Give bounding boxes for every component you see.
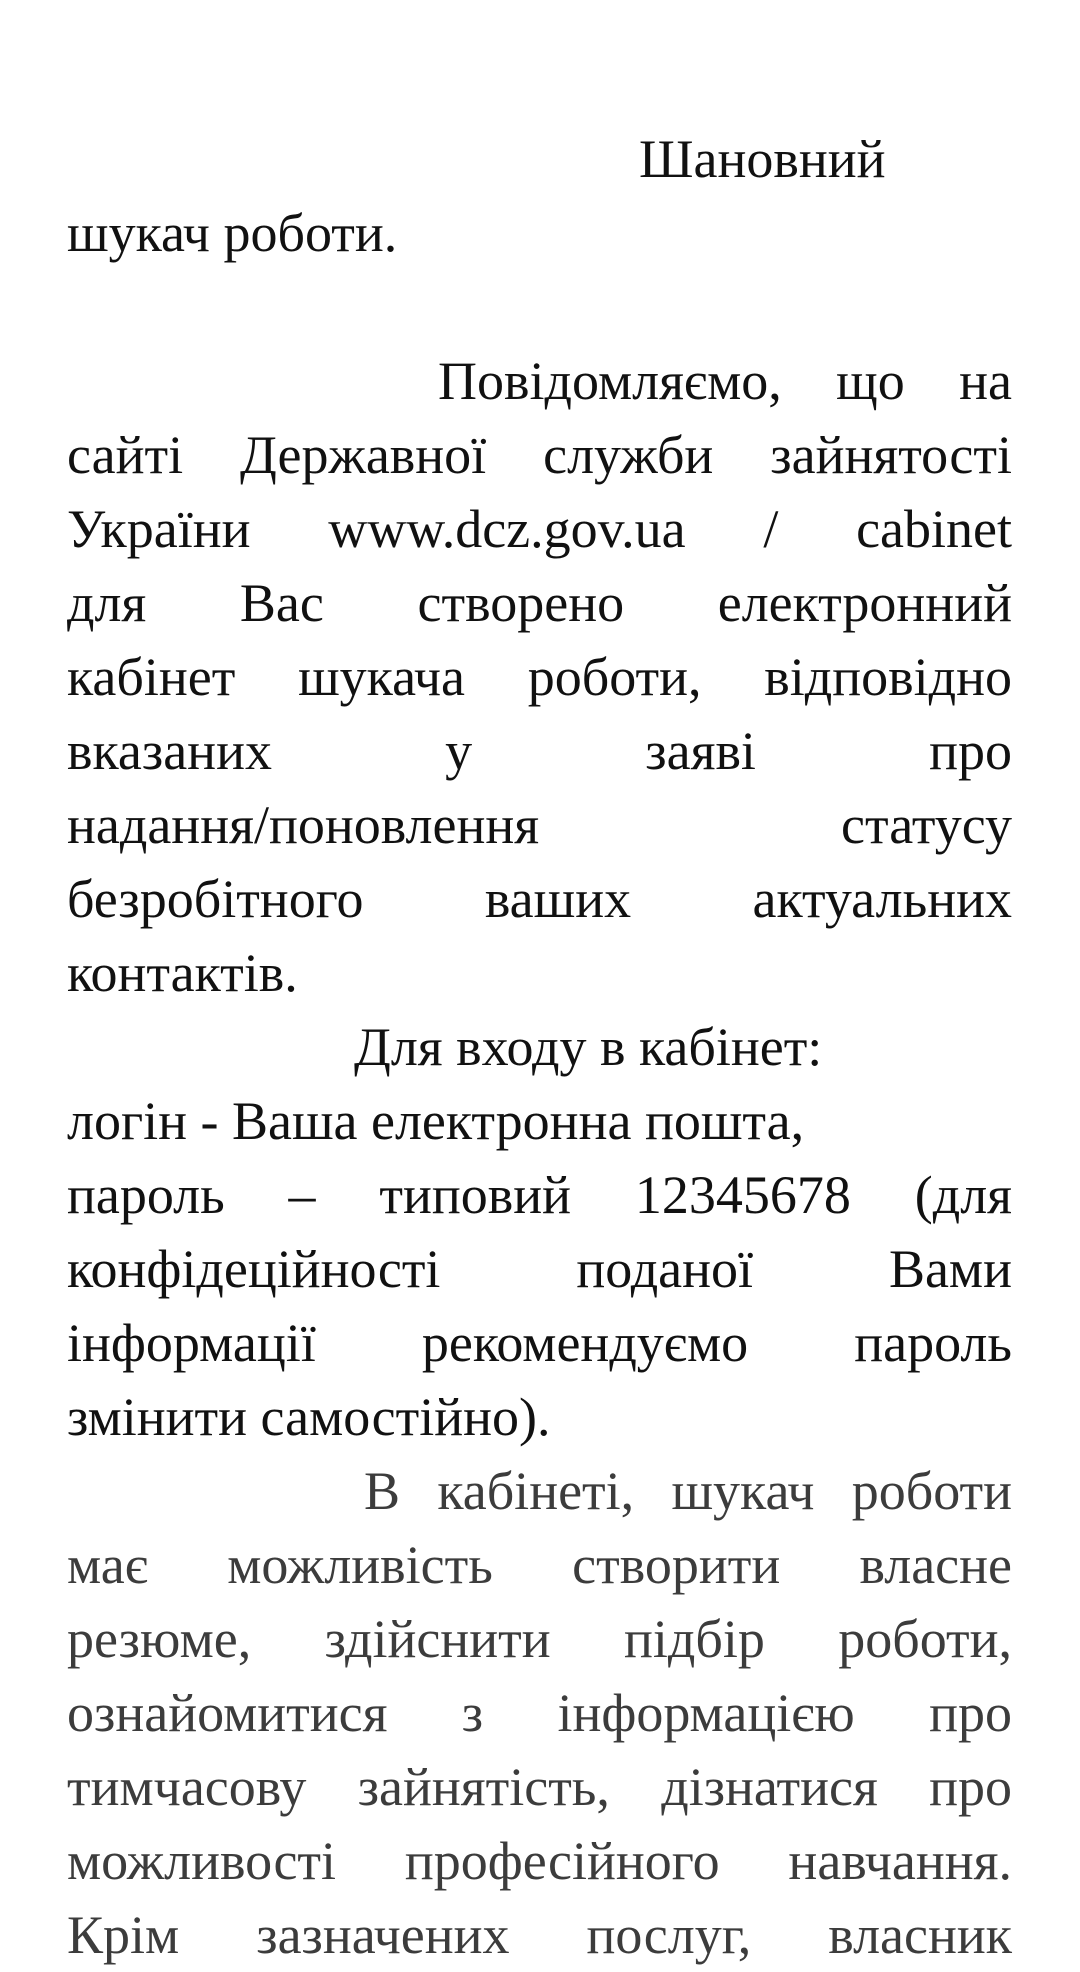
paragraph-line: для Вас створено електронний <box>67 573 1012 633</box>
paragraph-line: тимчасову зайнятість, дізнатися про <box>67 1757 1012 1817</box>
login-info <box>67 1010 1012 1454</box>
paragraph-line: безробітного ваших актуальних <box>67 869 1012 929</box>
paragraph-line: сайті Державної служби зайнятості <box>67 425 1012 485</box>
greeting-line-2: шукач роботи. <box>67 203 398 263</box>
greeting-line-1: Шановний <box>639 129 886 189</box>
paragraph-notification <box>67 344 1012 1010</box>
paragraph-line: Крім зазначених послуг, власник <box>67 1905 1012 1965</box>
login-heading: Для входу в кабінет: <box>354 1017 823 1077</box>
login-line: конфідеційності поданої Вами <box>67 1239 1012 1299</box>
paragraph-line: ознайомитися з інформацією про <box>67 1683 1012 1743</box>
paragraph-line: можливості професійного навчання. <box>67 1831 1012 1891</box>
paragraph-line: кабінет шукача роботи, відповідно <box>67 647 1012 707</box>
login-line: інформації рекомендуємо пароль <box>67 1313 1012 1373</box>
paragraph-line-url: України www.dcz.gov.ua / cabinet <box>67 499 1012 559</box>
paragraph-line: вказаних у заяві про <box>67 721 1012 781</box>
paragraph-line: Повідомляємо, що на <box>438 351 1012 411</box>
login-line: логін - Ваша електронна пошта, <box>67 1091 805 1151</box>
paragraph-line: контактів. <box>67 943 298 1003</box>
paragraph-line: В кабінеті, шукач роботи <box>364 1461 1012 1521</box>
paragraph-cabinet-features <box>67 1454 1012 1972</box>
paragraph-line: резюме, здійснити підбір роботи, <box>67 1609 1012 1669</box>
paragraph-line: має можливість створити власне <box>67 1535 1012 1595</box>
password-line: пароль – типовий 12345678 (для <box>67 1165 1012 1225</box>
login-line: змінити самостійно). <box>67 1387 551 1447</box>
paragraph-line: надання/поновлення статусу <box>67 795 1012 855</box>
greeting <box>67 122 1012 270</box>
